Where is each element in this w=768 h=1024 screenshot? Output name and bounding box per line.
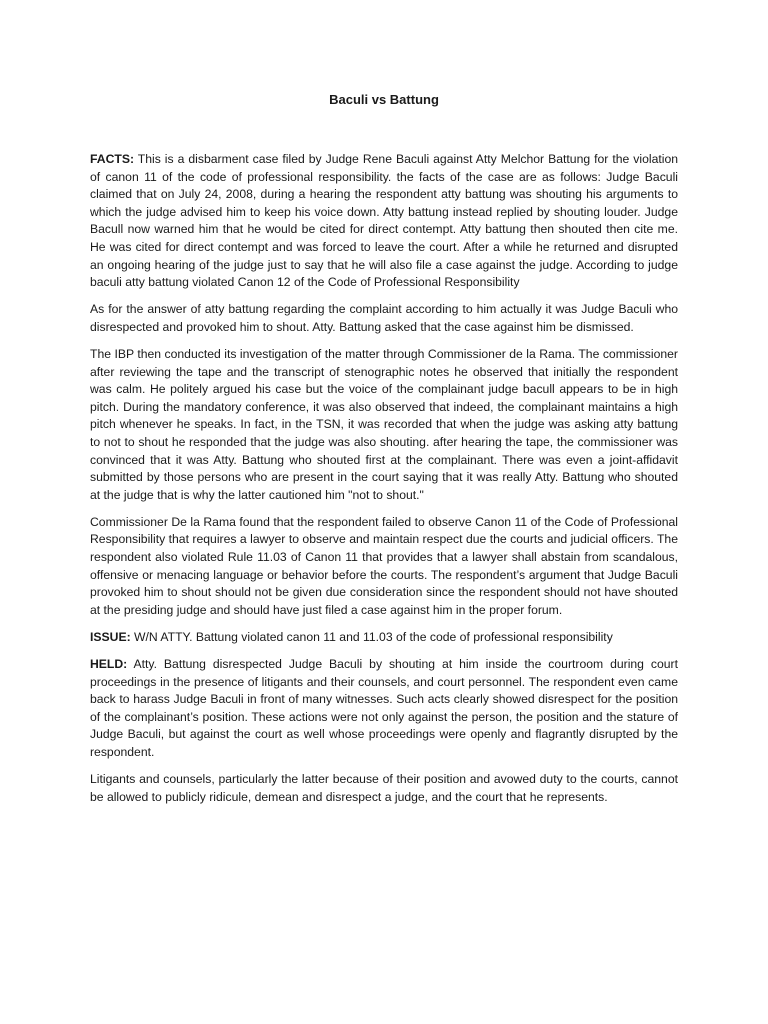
issue-text: W/N ATTY. Battung violated canon 11 and 11.03 of the code of professional responsibility [130, 629, 613, 644]
document-page [90, 92, 678, 816]
facts-paragraph [90, 151, 678, 292]
commissioner-findings-paragraph: Commissioner De la Rama found that the respondent failed to observe Canon 11 of the Code of Professional Responsibility that requires a lawyer to observe and maintain respect due the courts and judicial officers. The respondent also violated Rule 11.03 of Canon 11 that provides that a lawyer shall abstain from scandalous, offensive or menacing language or behavior before the courts. The respondent’s argument that Judge Baculi provoked him to shout should not be given due consideration since the respondent should not have shouted at the presiding judge and should have just filed a case against him in the proper forum. [90, 514, 678, 617]
held-label: HELD: [90, 656, 128, 671]
facts-text: This is a disbarment case filed by Judge Rene Baculi against Atty Melchor Battung for the violation of canon 11 of the code of professional responsibility. the facts of the case are as follows: Judge Baculi claimed that on July 24, 2008, during a hearing the respondent atty battung was shouting his arguments to which the judge advised him to keep his voice down. Atty battung instead replied by shouting louder. Judge Bacull now warned him that he would be cited for direct contempt. Atty battung then shouted then cite me. He was cited for direct contempt and was forced to leave the court. After a while he returned and disrupted an ongoing hearing of the judge just to say that he will also file a case against the judge. According to judge baculi atty battung violated Canon 12 of the Code of Professional Responsibility [90, 152, 678, 290]
document-title: Baculi vs Battung [329, 92, 439, 107]
facts-label: FACTS: [90, 152, 135, 166]
issue-paragraph [90, 629, 678, 647]
held-text: Atty. Battung disrespected Judge Baculi by shouting at him inside the courtroom during court proceedings in the presence of litigants and their counsels, and court personnel. The respondent even came back to harass Judge Baculi in front of many witnesses. Such acts clearly showed disrespect for the position of the complainant’s position. These actions were not only against the person, the position and the stature of Judge Baculi, but against the court as well whose proceedings were openly and flagrantly disrupted by the respondent. [90, 656, 678, 759]
answer-paragraph: As for the answer of atty battung regarding the complaint according to him actually it was Judge Baculi who disrespected and provoked him to shout. Atty. Battung asked that the case against him be dismissed. [90, 302, 678, 334]
ibp-investigation-paragraph: The IBP then conducted its investigation of the matter through Commissioner de la Rama. The commissioner after reviewing the tape and the transcript of stenographic notes he observed that initially the respondent was calm. He politely argued his case but the voice of the complainant judge bacull appears to be in high pitch. During the mandatory conference, it was also observed that indeed, the complainant maintains a high pitch whenever he speaks. In fact, in the TSN, it was recorded that when the judge was asking atty battung to not to shout he responded that the judge was also shouting. after hearing the tape, the commissioner was convinced that it was Atty. Battung who shouted first at the complainant. There was even a joint-affidavit submitted by those persons who are present in the court saying that it was really Atty. Battung who shouted at the judge that is why the latter cautioned him "not to shout." [90, 346, 678, 502]
held-paragraph [90, 656, 678, 762]
litigants-paragraph: Litigants and counsels, particularly the latter because of their position and avowed duty to the courts, cannot be allowed to publicly ridicule, demean and disrespect a judge, and the court that he represents. [90, 772, 678, 804]
issue-label: ISSUE: [90, 629, 131, 644]
